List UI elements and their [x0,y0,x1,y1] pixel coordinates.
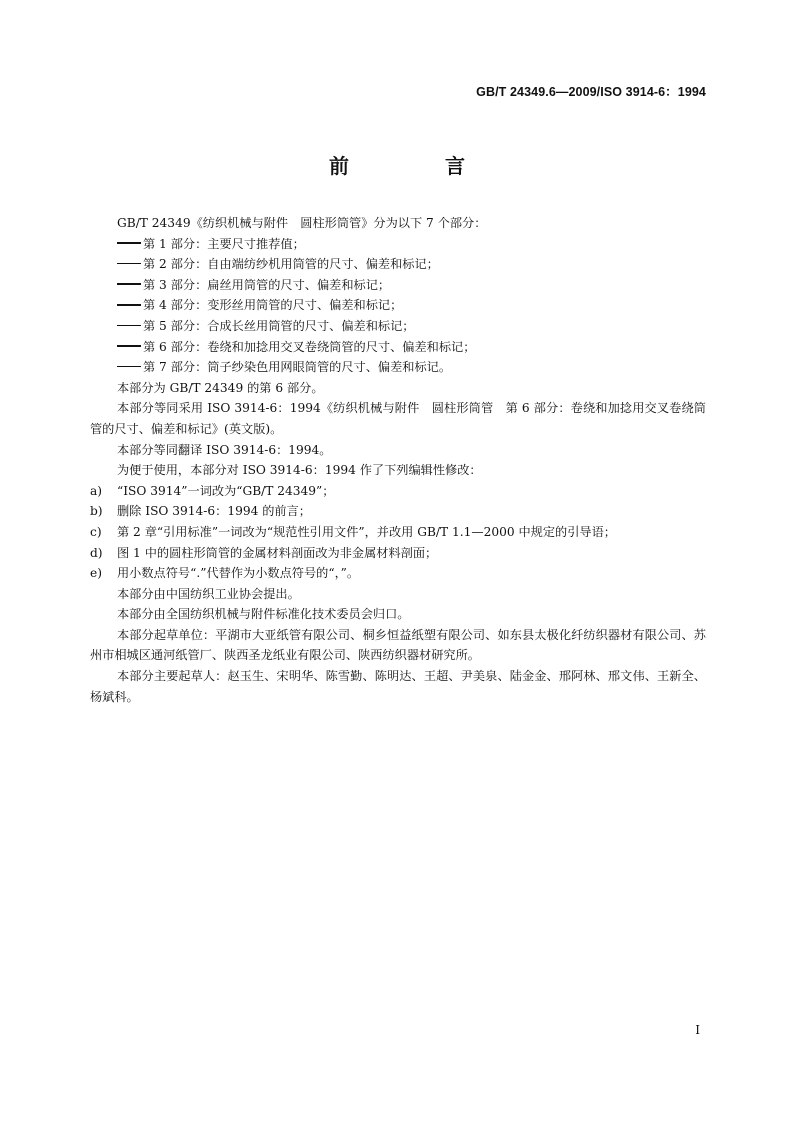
page-number: I [695,1023,700,1037]
foreword-body [90,213,706,707]
part-2-text: 第 2 部分：自由端纺纱机用筒管的尺寸、偏差和标记； [143,257,439,272]
edit-text: 图 1 中的圆柱形筒管的金属材料剖面改为非金属材料剖面； [117,545,438,560]
list-item [90,481,706,502]
intro-paragraph: GB/T 24349《纺织机械与附件 圆柱形筒管》分为以下 7 个部分： [117,216,487,230]
edit-text: 用小数点符号“.”代替作为小数点符号的“，”。 [117,566,360,581]
page-title: 前 言 [329,154,503,178]
translation-paragraph: 本部分等同翻译 ISO 3914-6：1994。 [117,442,332,457]
adoption-paragraph: 本部分等同采用 ISO 3914-6：1994《纺织机械与附件 圆柱形筒管 第 6 部分：卷绕和加捻用交叉卷绕筒管的尺寸、偏差和标记》(英文版)。 [90,401,706,436]
drafters-paragraph: 本部分主要起草人：赵玉生、宋明华、陈雪勤、陈明达、王超、尹美泉、陆金金、邢阿林、邢文伟、王新全、杨斌科。 [90,669,706,704]
this-part-paragraph: 本部分为 GB/T 24349 的第 6 部分。 [117,380,324,395]
edit-label: e) [90,566,102,581]
edits-list [90,481,706,584]
list-item [90,295,706,316]
dash-mark [117,263,141,265]
drafting-units-paragraph: 本部分起草单位：平湖市大亚纸管有限公司、桐乡恒益纸塑有限公司、如东县太极化纤纺织器材有限公司、苏州市相城区通河纸管厂、陕西圣龙纸业有限公司、陕西纺织器材研究所。 [90,627,706,663]
part-7-text: 第 7 部分：筒子纱染色用网眼筒管的尺寸、偏差和标记。 [143,360,452,375]
edit-label: a) [90,483,103,498]
dash-mark [117,242,141,244]
list-item [90,563,706,584]
dash-mark [117,366,141,368]
standard-code-header: GB/T 24349.6—2009/ISO 3914-6：1994 [476,85,706,99]
list-item [90,337,706,358]
list-item [90,501,706,522]
edits-intro-paragraph: 为便于使用，本部分对 ISO 3914-6：1994 作了下列编辑性修改： [117,463,482,478]
dash-mark [117,345,141,347]
edit-label: b) [90,504,103,519]
list-item [90,275,706,296]
part-6-text: 第 6 部分：卷绕和加捻用交叉卷绕筒管的尺寸、偏差和标记； [143,339,476,354]
part-3-text: 第 3 部分：扁丝用筒管的尺寸、偏差和标记； [143,277,391,292]
list-item [90,357,706,378]
parts-list [90,234,706,378]
edit-label: c) [90,524,102,539]
dash-mark [117,304,141,306]
list-item [90,543,706,564]
list-item [90,522,706,543]
dash-mark [117,325,141,327]
edit-text: 第 2 章“引用标准”一词改为“规范性引用文件”，并改用 GB/T 1.1—2000 中规定的引导语； [117,524,616,539]
part-4-text: 第 4 部分：变形丝用筒管的尺寸、偏差和标记； [143,298,403,313]
list-item [90,234,706,255]
edit-label: d) [90,545,103,560]
list-item [90,316,706,337]
part-1-text: 第 1 部分：主要尺寸推荐值； [143,236,305,251]
edit-text: “ISO 3914”一词改为“GB/T 24349”； [117,483,335,498]
edit-text: 删除 ISO 3914-6：1994 的前言； [117,504,311,519]
list-item [90,254,706,275]
proposed-by-paragraph: 本部分由中国纺织工业协会提出。 [117,586,300,601]
dash-mark [117,283,141,285]
part-5-text: 第 5 部分：合成长丝用筒管的尺寸、偏差和标记； [143,318,415,333]
jurisdiction-paragraph: 本部分由全国纺织机械与附件标准化技术委员会归口。 [117,607,410,622]
